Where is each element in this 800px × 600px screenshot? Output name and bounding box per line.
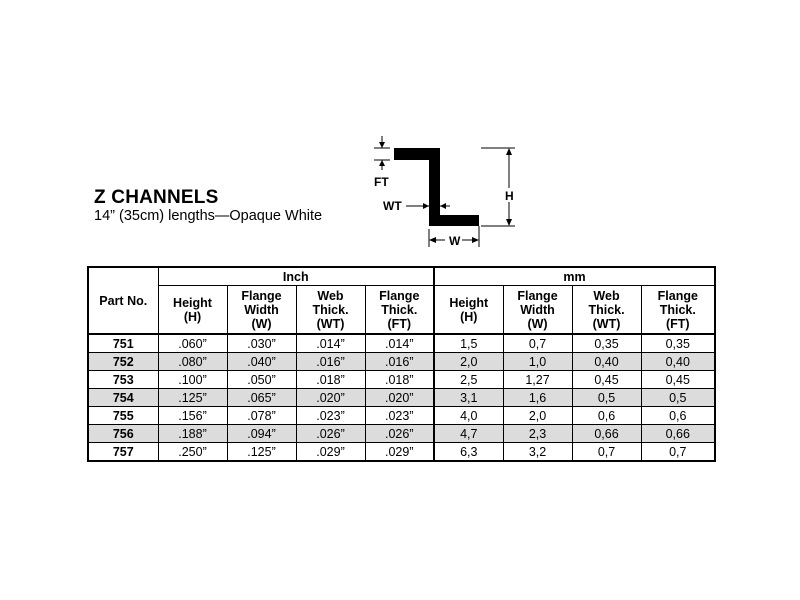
table-row xyxy=(88,425,715,443)
cell-inch-height: .250” xyxy=(158,443,227,462)
cell-inch-web-thickness: .023” xyxy=(296,407,365,425)
column-header-line: (W) xyxy=(251,316,272,331)
table-row xyxy=(88,443,715,462)
column-header-line: Web xyxy=(593,288,620,303)
cell-inch-flange-thickness: .029” xyxy=(365,443,434,462)
column-header-line: (W) xyxy=(527,316,548,331)
cell-mm-height: 6,3 xyxy=(434,443,503,462)
cell-inch-web-thickness: .018” xyxy=(296,371,365,389)
cell-inch-flange-width: .065” xyxy=(227,389,296,407)
cell-mm-height: 2,5 xyxy=(434,371,503,389)
z-web xyxy=(429,148,440,226)
cell-mm-web-thickness: 0,66 xyxy=(572,425,641,443)
part-number-cell: 754 xyxy=(88,389,158,407)
column-header-mm-flange-thickness xyxy=(641,286,715,335)
cell-mm-web-thickness: 0,40 xyxy=(572,353,641,371)
cell-inch-web-thickness: .014” xyxy=(296,334,365,353)
cell-mm-height: 1,5 xyxy=(434,334,503,353)
column-header-line: (WT) xyxy=(316,316,345,331)
inch-group-header: Inch xyxy=(158,267,434,286)
column-header-line: Width xyxy=(520,302,555,317)
column-header-line: Height xyxy=(449,295,489,310)
cell-mm-flange-width: 1,0 xyxy=(503,353,572,371)
column-header-line: Height xyxy=(173,295,212,310)
cell-mm-flange-width: 1,27 xyxy=(503,371,572,389)
table-row xyxy=(88,389,715,407)
column-header-inch-web-thickness xyxy=(296,286,365,335)
cell-inch-flange-thickness: .026” xyxy=(365,425,434,443)
column-header-mm-height xyxy=(434,286,503,335)
part-number-cell: 752 xyxy=(88,353,158,371)
part-number-cell: 751 xyxy=(88,334,158,353)
table-row xyxy=(88,371,715,389)
cell-inch-flange-thickness: .016” xyxy=(365,353,434,371)
column-header-line: (WT) xyxy=(592,316,621,331)
column-header-line: Thick. xyxy=(659,302,696,317)
part-number-cell: 753 xyxy=(88,371,158,389)
column-header-line: (FT) xyxy=(665,316,690,331)
cell-mm-height: 4,0 xyxy=(434,407,503,425)
column-header-mm-flange-width xyxy=(503,286,572,335)
table-row xyxy=(88,334,715,353)
table-row xyxy=(88,407,715,425)
page-subtitle: 14” (35cm) lengths—Opaque White xyxy=(94,208,323,224)
mm-group-header: mm xyxy=(434,267,715,286)
cell-inch-height: .060” xyxy=(158,334,227,353)
cell-mm-web-thickness: 0,6 xyxy=(572,407,641,425)
column-header-line: Flange xyxy=(379,288,420,303)
cell-mm-flange-thickness: 0,6 xyxy=(641,407,715,425)
w-label: W xyxy=(449,234,461,248)
cell-inch-height: .156” xyxy=(158,407,227,425)
part-number-cell: 756 xyxy=(88,425,158,443)
cell-mm-height: 4,7 xyxy=(434,425,503,443)
cell-mm-web-thickness: 0,45 xyxy=(572,371,641,389)
column-header-line: Web xyxy=(317,288,344,303)
cell-inch-height: .188” xyxy=(158,425,227,443)
cell-mm-flange-thickness: 0,66 xyxy=(641,425,715,443)
cell-inch-height: .100” xyxy=(158,371,227,389)
ft-dimension xyxy=(374,136,390,189)
column-header-line: Width xyxy=(244,302,279,317)
cell-inch-height: .080” xyxy=(158,353,227,371)
wt-label: WT xyxy=(383,199,402,213)
ft-label: FT xyxy=(374,175,389,189)
cell-mm-flange-width: 1,6 xyxy=(503,389,572,407)
cell-inch-web-thickness: .020” xyxy=(296,389,365,407)
cell-inch-flange-width: .094” xyxy=(227,425,296,443)
cell-inch-web-thickness: .029” xyxy=(296,443,365,462)
cell-inch-flange-width: .050” xyxy=(227,371,296,389)
cell-inch-flange-thickness: .018” xyxy=(365,371,434,389)
cell-inch-flange-width: .030” xyxy=(227,334,296,353)
column-header-line: (H) xyxy=(460,309,478,324)
part-number-cell: 755 xyxy=(88,407,158,425)
column-header-inch-height xyxy=(158,286,227,335)
column-header-line: (FT) xyxy=(387,316,412,331)
cell-mm-flange-thickness: 0,5 xyxy=(641,389,715,407)
z-channel-spec-table xyxy=(87,266,716,462)
cell-inch-flange-width: .125” xyxy=(227,443,296,462)
column-header-line: Flange xyxy=(517,288,558,303)
part-number-cell: 757 xyxy=(88,443,158,462)
cell-inch-flange-thickness: .020” xyxy=(365,389,434,407)
cell-mm-web-thickness: 0,7 xyxy=(572,443,641,462)
cell-inch-web-thickness: .016” xyxy=(296,353,365,371)
column-header-line: Flange xyxy=(241,288,282,303)
cell-mm-height: 3,1 xyxy=(434,389,503,407)
cell-inch-flange-thickness: .023” xyxy=(365,407,434,425)
cell-mm-flange-thickness: 0,7 xyxy=(641,443,715,462)
cell-mm-flange-width: 3,2 xyxy=(503,443,572,462)
column-header-inch-flange-thickness xyxy=(365,286,434,335)
cell-inch-flange-width: .078” xyxy=(227,407,296,425)
cell-mm-web-thickness: 0,5 xyxy=(572,389,641,407)
column-header-inch-flange-width xyxy=(227,286,296,335)
cell-inch-flange-thickness: .014” xyxy=(365,334,434,353)
column-header-line: (H) xyxy=(183,309,202,324)
column-header-line: Thick. xyxy=(381,302,418,317)
part-number-header: Part No. xyxy=(88,267,158,334)
column-header-line: Flange xyxy=(657,288,698,303)
column-header-line: Thick. xyxy=(588,302,625,317)
cell-inch-flange-width: .040” xyxy=(227,353,296,371)
z-channel-diagram xyxy=(360,130,520,255)
cell-mm-flange-width: 0,7 xyxy=(503,334,572,353)
cell-inch-web-thickness: .026” xyxy=(296,425,365,443)
cell-mm-flange-thickness: 0,35 xyxy=(641,334,715,353)
page-title: Z CHANNELS xyxy=(94,187,219,208)
cell-mm-height: 2,0 xyxy=(434,353,503,371)
cell-mm-flange-thickness: 0,40 xyxy=(641,353,715,371)
cell-mm-flange-thickness: 0,45 xyxy=(641,371,715,389)
cell-inch-height: .125” xyxy=(158,389,227,407)
cell-mm-flange-width: 2,3 xyxy=(503,425,572,443)
w-dimension xyxy=(429,226,479,248)
column-header-line: Thick. xyxy=(312,302,349,317)
table-row xyxy=(88,353,715,371)
cell-mm-web-thickness: 0,35 xyxy=(572,334,641,353)
h-label: H xyxy=(505,189,514,203)
cell-mm-flange-width: 2,0 xyxy=(503,407,572,425)
z-bottom-flange xyxy=(429,215,479,226)
h-dimension xyxy=(481,148,515,226)
column-header-mm-web-thickness xyxy=(572,286,641,335)
